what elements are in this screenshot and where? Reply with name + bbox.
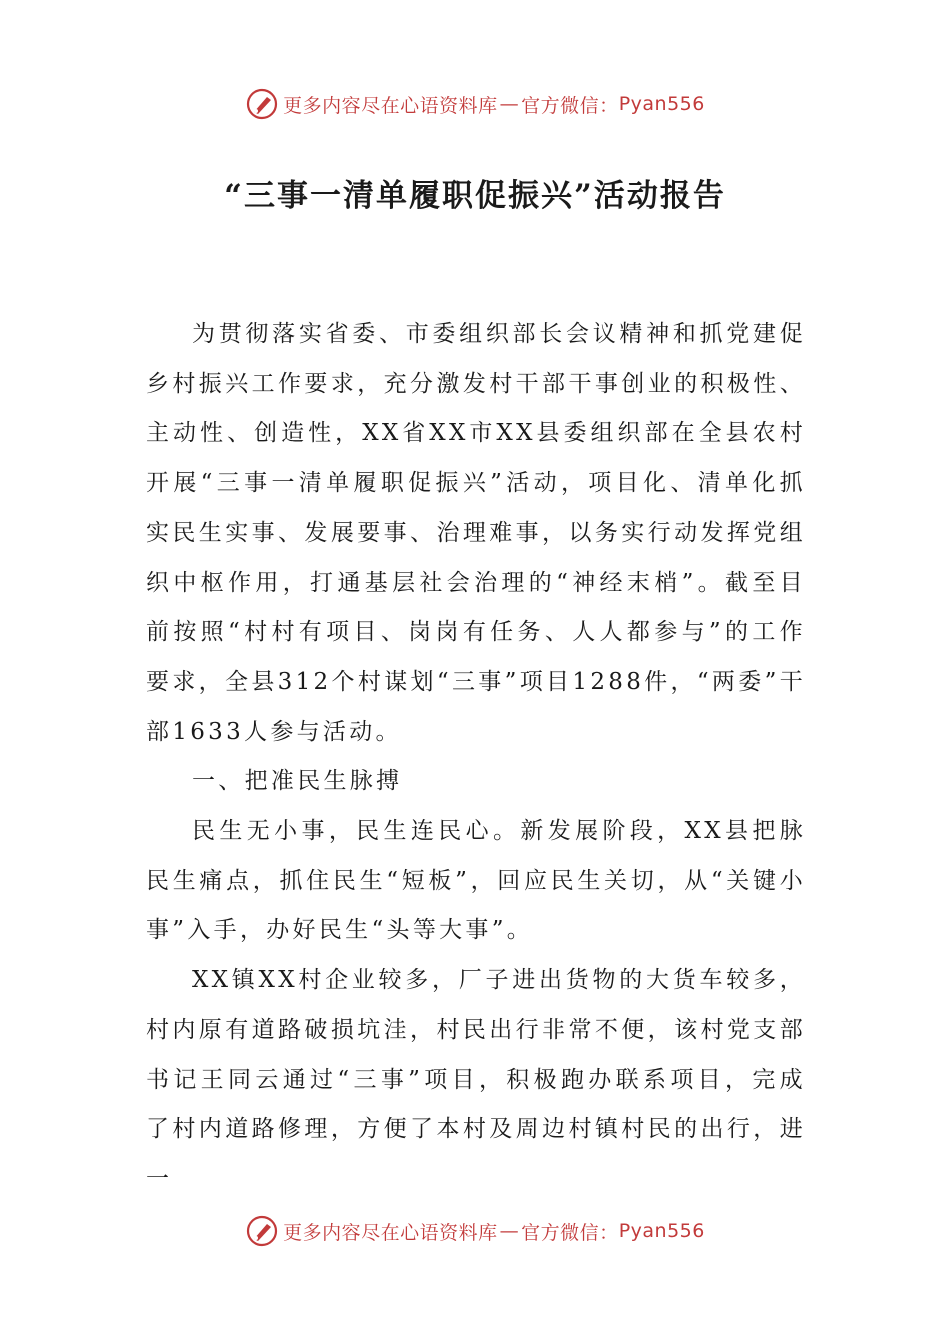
pen-nib-logo-icon [245,87,279,121]
watermark-footer [0,1211,950,1251]
watermark-text: 更多内容尽在心语资料库 [283,1221,498,1244]
paragraph-village-example: XX镇XX村企业较多，厂子进出货物的大货车较多，村内原有道路破损坑洼，村民出行非常不便，该村党支部书记王同云通过“三事”项目，积极跑办联系项目，完成了村内道路修理，方便了本村及周边村镇村民的出行，进一 [146,967,806,1192]
watermark-account: Pyan556 [618,93,705,115]
watermark-text: 更多内容尽在心语资料库 [283,94,498,117]
watermark-separator: — [499,1220,520,1242]
paragraph-livelihood: 民生无小事，民生连民心。新发展阶段，XX县把脉民生痛点，抓住民生“短板”，回应民生关切，从“关键小事”入手，办好民生“头等大事”。 [146,818,806,944]
watermark-label: 官方微信： [521,1221,619,1244]
section-heading: 一、把准民生脉搏 [192,768,403,795]
document-body [146,310,806,1205]
watermark-label: 官方微信： [521,94,619,117]
watermark-account: Pyan556 [618,1220,705,1242]
document-title: “三事一清单履职促振兴”活动报告 [224,178,726,214]
watermark-separator: — [499,93,520,115]
paragraph-intro: 为贯彻落实省委、市委组织部长会议精神和抓党建促乡村振兴工作要求，充分激发村干部干事创业的积极性、主动性、创造性，XX省XX市XX县委组织部在全县农村开展“三事一清单履职促振兴”活动，项目化、清单化抓实民生实事、发展要事、治理难事，以务实行动发挥党组织中枢作用，打通基层社会治理的“神经末梢”。截至目前按照“村村有项目、岗岗有任务、人人都参与”的工作要求，全县312个村谋划“三事”项目1288件，“两委”干部1633人参与活动。 [146,321,806,745]
watermark-header [0,84,950,124]
pen-nib-logo-icon [245,1214,279,1248]
